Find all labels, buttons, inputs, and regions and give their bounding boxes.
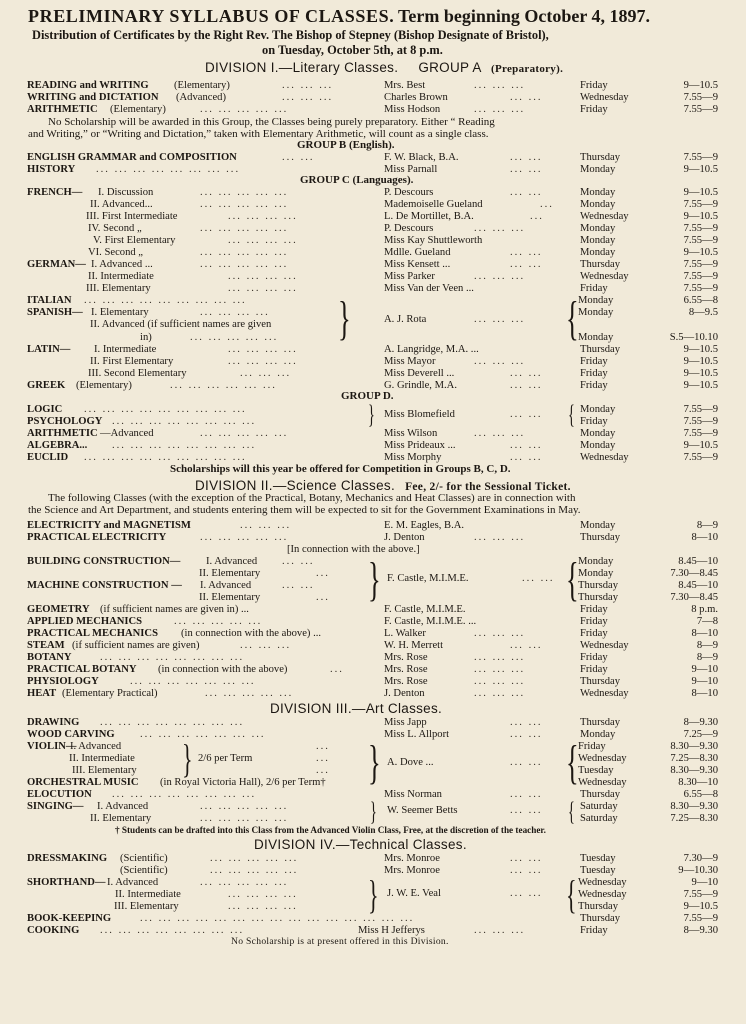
class-row: III. Elementary ... ... ... ... Thursday 9—10.5 — [114, 901, 718, 912]
class-row: ENGLISH GRAMMAR and COMPOSITION ... ... F. W. Black, B.A. ... ... Thursday 7.55—9 — [27, 152, 718, 163]
teacher-dove: A. Dove ... — [387, 757, 434, 768]
class-row: III. Elementary ... Tuesday 8.30—9.30 — [72, 765, 718, 776]
brace-left: } — [368, 872, 379, 917]
class-row: WOOD CARVING ... ... ... ... ... ... ... Miss L. Allport ... ... Monday 7.25—9 — [27, 729, 718, 740]
division-4-footnote: No Scholarship is at present offered in this Division. — [231, 936, 449, 947]
class-row: LATIN— I. Intermediate ... ... ... ... A. Langridge, M.A. ... Thursday 9—10.5 — [27, 344, 718, 355]
division-2-heading: DIVISION II.—Science Classes. Fee, 2/- for the Sessional Ticket. — [195, 478, 571, 493]
brace-left: } — [370, 797, 377, 826]
class-row: DRESSMAKING (Scientific) ... ... ... ... ... Mrs. Monroe ... ... Tuesday 7.30—9 — [27, 853, 718, 864]
class-row: II. Elementary ... Thursday 7.30—8.45 — [199, 592, 718, 603]
class-row: ALGEBRA... ... ... ... ... ... ... ... ... Miss Prideaux ... ... ... Monday 9—10.5 — [27, 440, 718, 451]
group-a-label: GROUP A — [418, 60, 481, 75]
syllabus-page: PRELIMINARY SYLLABUS OF CLASSES. Term beginning October 4, 1897. Distribution of Certificates by the Right Rev. The Bishop of Stepney (Bishop Designate of Bristol), on Tuesday, October 5th, at 8 p.m. DIVISION I.—Literary Classes. GROUP A (Preparatory). READING and WRITING (Elementary) ... ... ... Mrs. Best ... ... ... Friday 9—10.5 WRITING and DICTATION (Advanced) ... ... ... Charles Brown ... ... Wednesday 7.55—9 ARITHMETIC (Elementary) ... ... ... ... ... Miss Hodson ... ... ... Friday 7.55—9 No Scholarship will be awarded in this Group, the Classes being purely preparatory. Either “ Reading and Writing,” or “Writing and Dictation,” taken with Elementary Arithmetic, will count as a single class. GROUP B (English). ENGLISH GRAMMAR and COMPOSITION ... ... F. W. Black, B.A. ... ... Thursday 7.55—9 HISTORY ... ... ... ... ... ... ... ... Miss Parnall ... ... Monday 9—10.5 GROUP C (Languages). FRENCH— I. Discussion ... ... ... ... ... P. Descours ... ... Monday 9—10.5 II. Advanced... ... ... ... ... ... Mademoiselle Gueland ... Monday 7.55—9 III. First Intermediate ... ... ... ... L. De Mortillet, B.A. ... Wednesday 9—10.5 IV. Second „ ... ... ... ... ... P. Descours ... ... ... Monday 7.55—9 V. First Elementary ... ... ... ... Miss Kay Shuttleworth Monday 7.55—9 VI. Second „ ... ... ... ... ... Mdlle. Gueland ... ... Monday 9—10.5 GERMAN— I. Advanced ... ... ... ... ... ... Miss Kensett ... ... ... Thursday 7.55—9 II. Intermediate ... ... ... ... Miss Parker ... ... ... Wednesday 7.55—9 III. Elementary ... ... ... ... Miss Van der Veen ... Friday 7.55—9 ITALIAN ... ... ... ... ... ... ... ... ... Monday 6.55—8 SPANISH— I. Elementary ... ... ... ... Monday 8—9.5 II. Advanced (if sufficient names are given in) ... ... ... ... ... Monday S.5—10.10 } A. J. Rota ... ... ... { LATIN— I. Intermediate ... ... ... ... A. Langridge, M.A. ... Thursday 9—10.5 II. First Elementary ... ... ... ... Miss Mayor ... ... ... Friday 9—10.5 III. Second Elementary ... ... ... Miss Deverell ... ... ... Friday 9—10.5 GREEK (Elementary) ... ... ... ... ... ... G. Grindle, M.A. ... ... Friday 9—10.5 GROUP D. LOGIC ... ... ... ... ... ... ... ... ... Monday 7.55—9 PSYCHOLOGY ... ... ... ... ... ... ... ... Friday 7.55—9 } Miss Blomefield ... ... { ARITHMETIC —Advanced ... ... ... ... ... Miss Wilson ... ... ... Monday 7.55—9 ALGEBRA... ... ... ... ... ... ... ... ... Miss Prideaux ... ... ... Monday 9—10.5 EUCLID ... ... ... ... ... ... ... ... ... Miss Morphy ... ... Wednesday 7.55—9 Scholarships will this year be offered for Competition in Groups B, C, D. DIVISION II.—Science Classes. Fee, 2/- for the Sessional Ticket. The following Classes (with the exception of the Practical, Botany, Mechanics and Heat Classes) are in connection with the Science and Art Department, and students entering them will be expected to sit for the Government Examinations in May. ELECTRICITY and MAGNETISM ... ... ... E. M. Eagles, B.A. Monday 8—9 PRACTICAL ELECTRICITY ... ... ... ... ... J. Denton ... ... ... Thursday 8—10 [In connection with the above.] BUILDING CONSTRUCTION— I. Advanced ... ... Monday 8.45—10 II. Elementary ... Monday 7.30—8.45 MACHINE CONSTRUCTION — I. Advanced ... ... Thursday 8.45—10 II. Elementary ... Thursday 7.30—8.45 } F. Castle, M.I.M.E. ... ... { GEOMETRY (if sufficient names are given in) ... F. Castle, M.I.M.E. Friday 8 p.m. APPLIED MECHANICS ... ... ... ... ... F. Castle, M.I.M.E. ... Friday 7—8 PRACTICAL MECHANICS (in connection with the above) ... L. Walker ... ... ... Friday 8—10 STEAM (if sufficient names are given) ... ... ... W. H. Merrett ... ... Wednesday 8—9 BOTANY ... ... ... ... ... ... ... ... Mrs. Rose ... ... ... Friday 8—9 PRACTICAL BOTANY (in connection with the above) ... Mrs. Rose ... ... ... Friday 9—10 PHYSIOLOGY ... ... ... ... ... ... ... Mrs. Rose ... ... ... Thursday 9—10 HEAT (Elementary Practical) ... ... ... ... ... J. Denton ... ... ... Wednesday 8—10 DIVISION III.—Art Classes. DRAWING ... ... ... ... ... ... ... ... Miss Japp ... ... Thursday 8—9.30 WOOD CARVING ... ... ... ... ... ... ... Miss L. Allport ... ... Monday 7.25—9 VIOLIN— I. Advanced ... Friday 8.30—9.30 II. Intermediate 2/6 per Term ... Wednesday 7.25—8.30 III. Elementary ... Tuesday 8.30—9.30 } ORCHESTRAL MUSIC (in Royal Victoria Hall), 2/6 per Term† Wednesday 8.30—10 } A. Dove ... ... ... { ELOCUTION ... ... ... ... ... ... ... ... Miss Norman ... ... Thursday 6.55—8 SINGING— I. Advanced ... ... ... ... ... Saturday 8.30—9.30 II. Elementary ... ... ... ... ... Saturday 7.25—8.30 } W. Seemer Betts ... ... { † Students can be drafted into this Class from the Advanced Violin Class, Free, at the discretion of the teacher. DIVISION IV.—Technical Classes. DRESSMAKING (Scientific) ... ... ... ... ... Mrs. Monroe ... ... Tuesday 7.30—9 (Scientific) ... ... ... ... ... Mrs. Monroe ... ... Tuesday 9—10.30 SHORTHAND— I. Advanced ... ... ... ... ... Wednesday 9—10 II. Intermediate ... ... ... ... Wednesday 7.55—9 III. Elementary ... ... ... ... Thursday 9—10.5 } J. W. E. Veal ... ... { BOOK-KEEPING ... ... ... ... ... ... ... ... ... ... ... ... ... ... ... Thursday 7.55—9 COOKING ... ... ... ... ... ... ... ... Miss H Jefferys ... ... ... Friday 8—9.30 No Scholarship is at present offered in this Division. — [0, 0, 746, 1024]
class-row: COOKING ... ... ... ... ... ... ... ... Miss H Jefferys ... ... ... Friday 8—9.30 — [27, 925, 718, 936]
brace-right: { — [568, 797, 575, 826]
division-3-heading: DIVISION III.—Art Classes. — [270, 701, 443, 716]
class-row: ELECTRICITY and MAGNETISM ... ... ... E. M. Eagles, B.A. Monday 8—9 — [27, 520, 718, 531]
brace-right: { — [566, 736, 579, 789]
class-row: ARITHMETIC (Elementary) ... ... ... ... ... Miss Hodson ... ... ... Friday 7.55—9 — [27, 104, 718, 115]
brace-right: { — [566, 292, 579, 345]
class-row: PRACTICAL BOTANY (in connection with the above) ... Mrs. Rose ... ... ... Friday 9—10 — [27, 664, 718, 675]
class-row: ORCHESTRAL MUSIC (in Royal Victoria Hall), 2/6 per Term† Wednesday 8.30—10 — [27, 777, 718, 788]
class-row: II. First Elementary ... ... ... ... Miss Mayor ... ... ... Friday 9—10.5 — [90, 356, 718, 367]
class-row: FRENCH— I. Discussion ... ... ... ... ... P. Descours ... ... Monday 9—10.5 — [27, 187, 718, 198]
class-row: PRACTICAL ELECTRICITY ... ... ... ... ... J. Denton ... ... ... Thursday 8—10 — [27, 532, 718, 543]
teacher-blomefield: Miss Blomefield — [384, 409, 455, 420]
teacher-veal: J. W. E. Veal — [387, 888, 441, 899]
class-row: GERMAN— I. Advanced ... ... ... ... ... ... Miss Kensett ... ... ... Thursday 7.55—9 — [27, 259, 718, 270]
class-row: LOGIC ... ... ... ... ... ... ... ... ... Monday 7.55—9 — [27, 404, 718, 415]
brace-left: } — [368, 400, 375, 429]
brace-right: { — [566, 553, 579, 606]
division-1-heading: DIVISION I.—Literary Classes. GROUP A (Preparatory). — [205, 60, 564, 75]
brace-left: } — [368, 736, 381, 789]
brace-left: } — [338, 292, 351, 345]
class-row: III. Second Elementary ... ... ... Miss Deverell ... ... ... Friday 9—10.5 — [88, 368, 718, 379]
class-row: II. Advanced... ... ... ... ... ... Mademoiselle Gueland ... Monday 7.55—9 — [90, 199, 718, 210]
class-row: PHYSIOLOGY ... ... ... ... ... ... ... Mrs. Rose ... ... ... Thursday 9—10 — [27, 676, 718, 687]
class-row: V. First Elementary ... ... ... ... Miss Kay Shuttleworth Monday 7.55—9 — [93, 235, 718, 246]
class-row: EUCLID ... ... ... ... ... ... ... ... ... Miss Morphy ... ... Wednesday 7.55—9 — [27, 452, 718, 463]
group-d-heading: GROUP D. — [341, 390, 394, 402]
class-row: II. Intermediate ... ... ... ... Miss Parker ... ... ... Wednesday 7.55—9 — [88, 271, 718, 282]
class-row: BOTANY ... ... ... ... ... ... ... ... Mrs. Rose ... ... ... Friday 8—9 — [27, 652, 718, 663]
class-row: WRITING and DICTATION (Advanced) ... ... ... Charles Brown ... ... Wednesday 7.55—9 — [27, 92, 718, 103]
teacher-rota: A. J. Rota — [384, 314, 427, 325]
class-row: II. Intermediate 2/6 per Term ... Wednesday 7.25—8.30 — [69, 753, 718, 764]
group-a-note-1: No Scholarship will be awarded in this Group, the Classes being purely preparatory. Either “ Reading — [48, 116, 495, 128]
class-row: READING and WRITING (Elementary) ... ... ... Mrs. Best ... ... ... Friday 9—10.5 — [27, 80, 718, 91]
teacher-castle: F. Castle, M.I.M.E. — [387, 573, 469, 584]
science-note-2: the Science and Art Department, and students entering them will be expected to sit for the Government Examinations in May. — [28, 504, 581, 516]
class-row: GEOMETRY (if sufficient names are given in) ... F. Castle, M.I.M.E. Friday 8 p.m. — [27, 604, 718, 615]
class-row: SINGING— I. Advanced ... ... ... ... ... Saturday 8.30—9.30 — [27, 801, 718, 812]
brace-left: } — [368, 553, 381, 606]
term-start: Term beginning October 4, 1897. — [398, 6, 651, 26]
class-row: VI. Second „ ... ... ... ... ... Mdlle. Gueland ... ... Monday 9—10.5 — [88, 247, 718, 258]
science-fee: Fee, 2/- for the Sessional Ticket. — [405, 481, 571, 493]
class-row: STEAM (if sufficient names are given) ... ... ... W. H. Merrett ... ... Wednesday 8—9 — [27, 640, 718, 651]
class-row: ITALIAN ... ... ... ... ... ... ... ... ... Monday 6.55—8 — [27, 295, 718, 306]
page-title: PRELIMINARY SYLLABUS OF CLASSES. — [28, 6, 395, 26]
class-row: in) ... ... ... ... ... Monday S.5—10.10 — [140, 332, 718, 343]
class-row: (Scientific) ... ... ... ... ... Mrs. Monroe ... ... Tuesday 9—10.30 — [120, 865, 718, 876]
distribution-line-1: Distribution of Certificates by the Right Rev. The Bishop of Stepney (Bishop Designate of Bristol), — [32, 28, 549, 42]
brace-violin: } — [182, 736, 193, 781]
science-note-1: The following Classes (with the exception of the Practical, Botany, Mechanics and Heat Classes) are in connection with — [48, 492, 576, 504]
teacher-betts: W. Seemer Betts — [387, 805, 458, 816]
class-row: SPANISH— I. Elementary ... ... ... ... Monday 8—9.5 — [27, 307, 718, 318]
class-row: HISTORY ... ... ... ... ... ... ... ... Miss Parnall ... ... Monday 9—10.5 — [27, 164, 718, 175]
class-row: PSYCHOLOGY ... ... ... ... ... ... ... ... Friday 7.55—9 — [27, 416, 718, 427]
class-row: II. Intermediate ... ... ... ... Wednesday 7.55—9 — [115, 889, 718, 900]
brace-right: { — [568, 400, 575, 429]
class-row: VIOLIN— I. Advanced ... Friday 8.30—9.30 — [27, 741, 718, 752]
class-row: ARITHMETIC —Advanced ... ... ... ... ... Miss Wilson ... ... ... Monday 7.55—9 — [27, 428, 718, 439]
class-row: APPLIED MECHANICS ... ... ... ... ... F. Castle, M.I.M.E. ... Friday 7—8 — [27, 616, 718, 627]
connection-note: [In connection with the above.] — [287, 544, 420, 555]
violin-term-fee: 2/6 per Term — [198, 753, 253, 764]
scholarship-note: Scholarships will this year be offered for Competition in Groups B, C, D. — [170, 463, 511, 475]
class-row: ELOCUTION ... ... ... ... ... ... ... ... Miss Norman ... ... Thursday 6.55—8 — [27, 789, 718, 800]
class-row: III. Elementary ... ... ... ... Miss Van der Veen ... Friday 7.55—9 — [86, 283, 718, 294]
class-row: HEAT (Elementary Practical) ... ... ... ... ... J. Denton ... ... ... Wednesday 8—10 — [27, 688, 718, 699]
class-row: IV. Second „ ... ... ... ... ... P. Descours ... ... ... Monday 7.55—9 — [88, 223, 718, 234]
class-row: DRAWING ... ... ... ... ... ... ... ... Miss Japp ... ... Thursday 8—9.30 — [27, 717, 718, 728]
distribution-line-2: on Tuesday, October 5th, at 8 p.m. — [262, 43, 443, 57]
violin-footnote: † Students can be drafted into this Class from the Advanced Violin Class, Free, at the discretion of the teacher. — [115, 825, 546, 835]
class-row: II. Elementary ... Monday 7.30—8.45 — [199, 568, 718, 579]
group-c-heading: GROUP C (Languages). — [300, 174, 414, 186]
class-row: II. Elementary ... ... ... ... ... Saturday 7.25—8.30 — [90, 813, 718, 824]
class-row: BOOK-KEEPING ... ... ... ... ... ... ... ... ... ... ... ... ... ... ... Thursday 7.55—9 — [27, 913, 718, 924]
class-row: SHORTHAND— I. Advanced ... ... ... ... ... Wednesday 9—10 — [27, 877, 718, 888]
class-row: GREEK (Elementary) ... ... ... ... ... ... G. Grindle, M.A. ... ... Friday 9—10.5 — [27, 380, 718, 391]
group-a-note-2: and Writing,” or “Writing and Dictation,” taken with Elementary Arithmetic, will count as a single class. — [28, 128, 489, 140]
class-row: PRACTICAL MECHANICS (in connection with the above) ... L. Walker ... ... ... Friday 8—10 — [27, 628, 718, 639]
class-row: III. First Intermediate ... ... ... ... L. De Mortillet, B.A. ... Wednesday 9—10.5 — [86, 211, 718, 222]
class-row: BUILDING CONSTRUCTION— I. Advanced ... ... Monday 8.45—10 — [27, 556, 718, 567]
group-b-heading: GROUP B (English). — [297, 139, 395, 151]
class-row: MACHINE CONSTRUCTION — I. Advanced ... ... Thursday 8.45—10 — [27, 580, 718, 591]
division-4-heading: DIVISION IV.—Technical Classes. — [254, 837, 467, 852]
class-row: II. Advanced (if sufficient names are given — [90, 319, 272, 330]
group-a-subtitle: (Preparatory). — [491, 63, 564, 75]
brace-right: { — [566, 872, 577, 917]
